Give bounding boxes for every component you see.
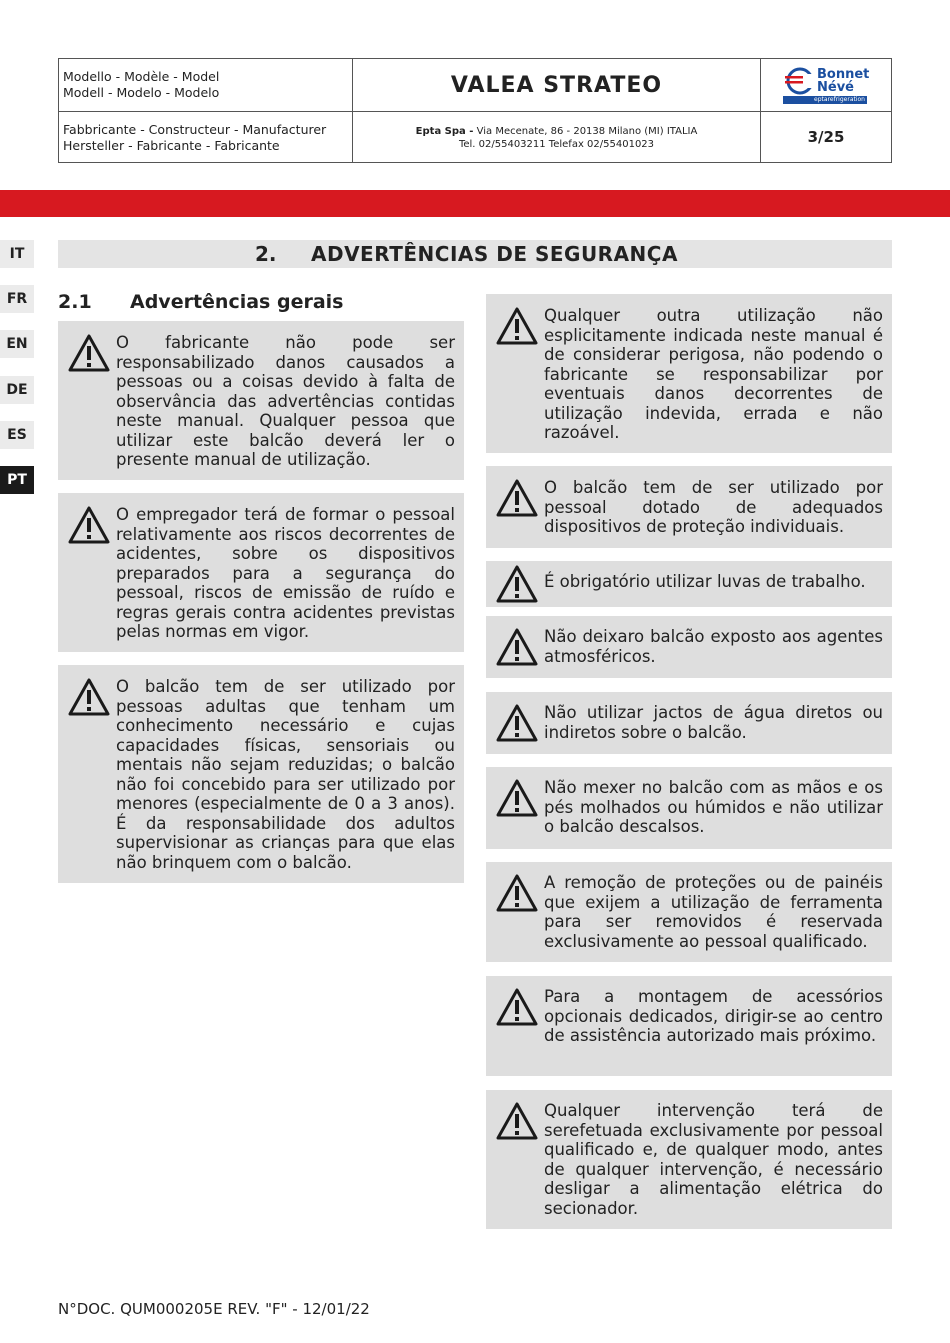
warning-triangle-icon xyxy=(67,333,111,373)
logo-text-line2: Névé xyxy=(817,80,854,95)
lang-tab-de[interactable]: DE xyxy=(0,376,34,404)
warning-text: Qualquer outra utilização não esplicitamente indicada neste manual é de considerar perigosa, não podendo o fabricante se responsabilizar por eventuais danos decorrentes de utilização indevida, errada e não razoável. xyxy=(544,306,883,442)
warning-box xyxy=(58,321,464,480)
warning-triangle-icon xyxy=(67,505,111,545)
bonnet-neve-logo xyxy=(783,66,869,106)
warning-triangle-icon xyxy=(495,778,539,818)
warning-text: Não mexer no balcão com as mãos e os pés molhados ou húmidos e não utilizar o balcão descalsos. xyxy=(544,778,883,836)
warning-triangle-icon xyxy=(495,306,539,346)
warning-text: O balcão tem de ser utilizado por pessoas adultas que tenham um conhecimento necessário e cujas capacidades físicas, sensoriais ou mentais não sejam reduzidas; o balcão não foi concebido para ser utilizado por menores (especialmente de 0 a 3 anos). É da responsabilidade dos adultos supervisionar as crianças para que elas não brinquem com o balcão. xyxy=(116,677,455,872)
warning-box xyxy=(486,616,892,678)
warning-text: O balcão tem de ser utilizado por pessoal dotado de adequados dispositivos de proteção individuais. xyxy=(544,478,883,536)
model-label-line2: Modell - Modelo - Modelo xyxy=(63,85,220,100)
red-band xyxy=(0,190,950,217)
warning-triangle-icon xyxy=(495,1101,539,1141)
warning-triangle-icon xyxy=(67,677,111,717)
warning-text: Não utilizar jactos de água diretos ou indiretos sobre o balcão. xyxy=(544,703,883,742)
lang-tab-fr[interactable]: FR xyxy=(0,285,34,313)
document-header xyxy=(58,58,892,163)
warning-box xyxy=(58,665,464,883)
warning-text: A remoção de proteções ou de painéis que exijem a utilização de ferramenta para ser removidos é reservada exclusivamente ao pessoal qualificado. xyxy=(544,873,883,951)
warning-text: É obrigatório utilizar luvas de trabalho. xyxy=(544,572,866,591)
warning-box xyxy=(486,1090,892,1229)
manufacturer-label-cell xyxy=(59,112,353,162)
subsection-number: 2.1 xyxy=(58,291,92,313)
subsection-title: Advertências gerais xyxy=(130,291,344,313)
model-title: VALEA STRATEO xyxy=(450,73,663,98)
warning-triangle-icon xyxy=(495,478,539,518)
page-number: 3/25 xyxy=(807,128,845,146)
warning-box xyxy=(58,493,464,652)
warning-box xyxy=(486,862,892,962)
model-label-line1: Modello - Modèle - Model xyxy=(63,69,220,84)
warning-triangle-icon xyxy=(495,703,539,743)
logo-text-line1: Bonnet xyxy=(817,67,870,82)
section-number: 2. xyxy=(255,242,277,266)
logo-euro-icon xyxy=(783,66,817,96)
warning-box xyxy=(486,767,892,849)
logo-subbar: eptarefrigeration xyxy=(783,96,867,104)
model-title-cell xyxy=(353,59,761,112)
page-number-cell xyxy=(761,112,891,162)
warning-text: O empregador terá de formar o pessoal relativamente aos riscos decorrentes de acidentes, sobre os dispositivos preparados para a segurança do pessoal, riscos de emissão de ruído e regras gerais contra acidentes previstas pelas normas em vigor. xyxy=(116,505,455,641)
warning-text: Para a montagem de acessórios opcionais dedicados, dirigir-se ao centro de assistência autorizado mais próximo. xyxy=(544,987,883,1045)
warning-box xyxy=(486,692,892,754)
lang-tab-es[interactable]: ES xyxy=(0,421,34,449)
lang-tab-en[interactable]: EN xyxy=(0,330,34,358)
company-address: Via Mecenate, 86 - 20138 Milano (MI) ITALIA xyxy=(476,126,698,137)
section-heading xyxy=(58,240,892,268)
model-label-cell xyxy=(59,59,353,112)
lang-tab-it[interactable]: IT xyxy=(0,240,34,268)
company-name: Epta Spa - xyxy=(415,126,474,137)
warning-text: O fabricante não pode ser responsabilizado danos causados a pessoas ou a coisas devido à falta de observância das advertências contidas neste manual. Qualquer pessoa que utilizar este balcão deverá ler o presente manual de utilização. xyxy=(116,333,455,469)
company-phone: Tel. 02/55403211 Telefax 02/55401023 xyxy=(458,139,655,150)
logo-cell xyxy=(761,59,891,112)
warning-box xyxy=(486,294,892,453)
manufacturer-label-line1: Fabbricante - Constructeur - Manufacturer xyxy=(63,122,327,137)
warning-triangle-icon xyxy=(495,564,539,604)
manufacturer-address-cell xyxy=(353,112,761,162)
warning-triangle-icon xyxy=(495,987,539,1027)
warning-triangle-icon xyxy=(495,627,539,667)
warning-box xyxy=(486,466,892,548)
warning-box xyxy=(486,561,892,607)
document-footer: N°DOC. QUM000205E REV. "F" - 12/01/22 xyxy=(58,1300,370,1318)
warning-text: Qualquer intervenção terá de serefetuada exclusivamente por pessoal qualificado e, de qualquer modo, antes de qualquer intervenção, é necessário desligar a alimentação elétrica do secionador. xyxy=(544,1101,883,1218)
manufacturer-label-line2: Hersteller - Fabricante - Fabricante xyxy=(63,138,280,153)
warning-triangle-icon xyxy=(495,873,539,913)
section-title: ADVERTÊNCIAS DE SEGURANÇA xyxy=(311,242,678,266)
lang-tab-pt[interactable]: PT xyxy=(0,466,34,494)
warning-text: Não deixaro balcão exposto aos agentes atmosféricos. xyxy=(544,627,883,666)
warning-box xyxy=(486,976,892,1076)
